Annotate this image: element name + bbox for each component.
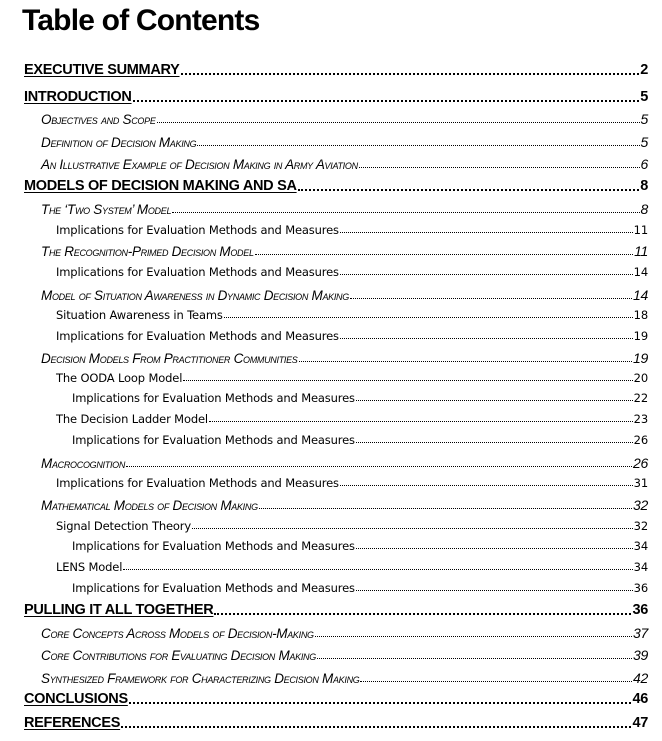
dot-leader — [209, 421, 633, 422]
toc-entry-label: The OODA Loop Model — [56, 371, 183, 385]
toc-entry-label: Situation Awareness in Teams — [56, 308, 223, 322]
toc-entry-page: 11 — [634, 243, 648, 259]
toc-entry-label: The Decision Ladder Model — [56, 412, 208, 426]
toc-entry-page: 5 — [640, 89, 648, 105]
toc-entry-page: 8 — [640, 201, 648, 217]
toc-entry-label: Core Concepts Across Models of Decision-Making — [41, 626, 314, 641]
dot-leader — [317, 658, 632, 659]
toc-entry-page: 11 — [633, 223, 648, 237]
dot-leader — [157, 122, 640, 123]
toc-entry-label: Model of Situation Awareness in Dynamic Decision Making — [41, 288, 349, 303]
dot-leader — [192, 528, 633, 529]
toc-entry-page: 34 — [633, 560, 648, 574]
dot-leader — [259, 508, 632, 509]
toc-entry-label: Synthesized Framework for Characterizing Decision Making — [41, 671, 360, 686]
toc-entry-page: 47 — [632, 715, 648, 731]
toc-entry[interactable] — [24, 689, 648, 707]
toc-entry[interactable] — [41, 669, 648, 686]
toc-entry-label: Decision Models From Practitioner Communities — [41, 351, 298, 366]
toc-entry-page: 14 — [633, 287, 648, 303]
dot-leader — [315, 636, 632, 637]
toc-entry-label: Macrocognition — [41, 456, 126, 471]
dot-leader — [360, 681, 632, 682]
toc-entry-page: 26 — [633, 455, 648, 471]
dot-leader — [129, 702, 632, 704]
dot-leader — [181, 73, 640, 75]
dot-leader — [172, 212, 639, 213]
toc-entry[interactable] — [72, 432, 648, 447]
toc-entry-label: EXECUTIVE SUMMARY — [24, 62, 180, 78]
dot-leader — [340, 274, 633, 275]
toc-entry-page: 23 — [633, 412, 648, 426]
toc-entry[interactable] — [56, 411, 648, 426]
toc-entry-label: CONCLUSIONS — [24, 691, 128, 707]
toc-entry[interactable] — [41, 242, 648, 259]
dot-leader — [356, 400, 633, 401]
toc-entry-label: Implications for Evaluation Methods and Measures — [72, 391, 355, 405]
dot-leader — [340, 485, 633, 486]
dot-leader — [123, 569, 632, 570]
toc-entry-label: Implications for Evaluation Methods and Measures — [56, 329, 339, 343]
toc-entry-page: 26 — [633, 433, 648, 447]
toc-entry-page: 19 — [633, 329, 648, 343]
toc-entry[interactable] — [41, 286, 648, 303]
toc-entry-label: Core Contributions for Evaluating Decision Making — [41, 648, 316, 663]
toc-entry[interactable] — [56, 264, 648, 279]
toc-entry-page: 31 — [633, 476, 648, 490]
dot-leader — [356, 442, 633, 443]
dot-leader — [133, 100, 640, 102]
toc-entry-page: 20 — [633, 371, 648, 385]
dot-leader — [197, 145, 639, 146]
toc-entry-page: 32 — [633, 519, 648, 533]
toc-entry-label: REFERENCES — [24, 715, 121, 731]
toc-entry-label: INTRODUCTION — [24, 89, 132, 105]
dot-leader — [340, 232, 633, 233]
toc-entry-label: PULLING IT ALL TOGETHER — [24, 602, 214, 618]
toc-entry-label: MODELS OF DECISION MAKING AND SA — [24, 178, 297, 194]
toc-entry-label: Implications for Evaluation Methods and Measures — [56, 476, 339, 490]
toc-entry[interactable] — [24, 713, 648, 731]
toc-entry-page: 32 — [633, 497, 648, 513]
toc-entry-label: Mathematical Models of Decision Making — [41, 498, 258, 513]
dot-leader — [121, 726, 631, 728]
toc-entry-page: 37 — [633, 625, 648, 641]
toc-entry[interactable] — [56, 518, 648, 533]
dot-leader — [359, 167, 640, 168]
toc-entry-page: 8 — [640, 178, 648, 194]
toc-entry-label: Signal Detection Theory — [56, 519, 192, 533]
toc-entry-page: 36 — [633, 581, 648, 595]
toc-entry-label: An Illustrative Example of Decision Making in Army Aviation — [41, 157, 358, 172]
toc-entry-page: 19 — [633, 350, 648, 366]
toc-entry-label: Definition of Decision Making — [41, 135, 197, 150]
toc-entry[interactable] — [41, 133, 648, 150]
toc-entry-page: 22 — [633, 391, 648, 405]
toc-entry-page: 18 — [633, 308, 648, 322]
toc-entry-label: Implications for Evaluation Methods and Measures — [56, 223, 339, 237]
toc-entry[interactable] — [24, 87, 648, 105]
toc-entry-page: 39 — [633, 647, 648, 663]
toc-entry[interactable] — [56, 328, 648, 343]
toc-entry[interactable] — [56, 475, 648, 490]
toc-entry[interactable] — [56, 222, 648, 237]
toc-entry[interactable] — [41, 646, 648, 663]
toc-entry-label: The Recognition-Primed Decision Model — [41, 244, 254, 259]
dot-leader — [183, 380, 632, 381]
toc-entry[interactable] — [41, 454, 648, 471]
toc-entry-page: 6 — [640, 156, 648, 172]
toc-entry[interactable] — [72, 538, 648, 553]
toc-entry-page: 14 — [633, 265, 648, 279]
dot-leader — [299, 361, 633, 362]
toc-entry-page: 5 — [640, 134, 648, 150]
toc-entry-page: 46 — [632, 691, 648, 707]
page-title: Table of Contents — [22, 4, 260, 37]
toc-entry-label: Implications for Evaluation Methods and Measures — [72, 433, 355, 447]
dot-leader — [350, 298, 632, 299]
toc-entry[interactable] — [24, 60, 648, 78]
dot-leader — [356, 590, 633, 591]
toc-entry[interactable] — [41, 496, 648, 513]
toc-entry-page: 5 — [640, 111, 648, 127]
dot-leader — [340, 338, 633, 339]
dot-leader — [224, 317, 633, 318]
toc-entry-page: 2 — [640, 62, 648, 78]
toc-entry[interactable] — [41, 624, 648, 641]
toc-entry[interactable] — [72, 580, 648, 595]
toc-entry-page: 42 — [633, 670, 648, 686]
dot-leader — [255, 254, 633, 255]
toc-entry-label: Objectives and Scope — [41, 112, 156, 127]
toc-entry[interactable] — [41, 200, 648, 217]
toc-entry-page: 34 — [633, 539, 648, 553]
toc-entry-label: Implications for Evaluation Methods and Measures — [72, 581, 355, 595]
toc-entry[interactable] — [56, 370, 648, 385]
toc-entry-label: Implications for Evaluation Methods and Measures — [56, 265, 339, 279]
toc-entry[interactable] — [24, 600, 648, 618]
toc-entry[interactable] — [56, 307, 648, 322]
dot-leader — [126, 466, 632, 467]
dot-leader — [356, 548, 633, 549]
toc-entry-label: The ‘Two System’ Model — [41, 202, 172, 217]
dot-leader — [298, 189, 640, 191]
dot-leader — [214, 613, 631, 615]
toc-entry[interactable] — [41, 155, 648, 172]
toc-entry-page: 36 — [632, 602, 648, 618]
toc-entry[interactable] — [24, 176, 648, 194]
toc-entry[interactable] — [41, 110, 648, 127]
toc-entry[interactable] — [41, 349, 648, 366]
toc-entry[interactable] — [72, 390, 648, 405]
toc-entry[interactable] — [56, 559, 648, 574]
toc-entry-label: Implications for Evaluation Methods and Measures — [72, 539, 355, 553]
toc-entry-label: LENS Model — [56, 560, 123, 574]
